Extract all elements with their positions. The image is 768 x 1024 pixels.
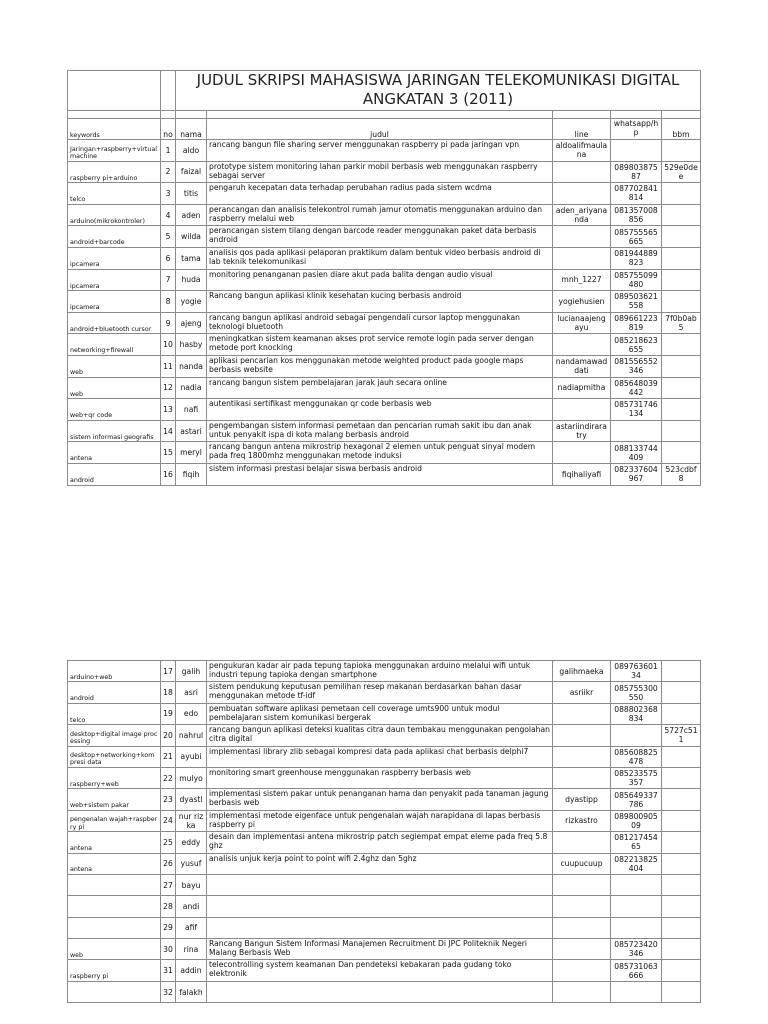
table-row [68,161,701,183]
table-row [68,183,701,205]
cell-nama: rina [176,939,207,960]
title-blank-cell [68,71,161,111]
cell-keywords: android+bluetooth cursor [68,312,161,334]
table-row [68,334,701,356]
cell-judul: perancangan sistem tilang dengan barcode reader menggunakan paket data berbasis android [207,226,553,248]
table-row [68,355,701,377]
cell-judul: rancang bangun antena mikrostrip hexagonal 2 elemen untuk penguat sinyal modem pada freq 1800mhz menggunakan metode induksi [207,442,553,464]
cell-line [553,703,611,724]
cell-keywords: desktop+networking+kompresi data [68,746,161,767]
cell-no: 9 [161,312,176,334]
sheet-bottom [67,660,700,1003]
cell-keywords: arduino(mikrokontroler) [68,204,161,226]
cell-nama: faizal [176,161,207,183]
cell-judul: Rancang bangun aplikasi klinik kesehatan kucing berbasis android [207,291,553,313]
cell-judul: aplikasi pencarian kos menggunakan metode weighted product pada google maps berbasis website [207,355,553,377]
cell-judul: implementasi sistem pakar untuk penanganan hama dan penyakit pada tanaman jagung berbasis web [207,789,553,810]
spacer-cell [176,111,207,119]
table-row [68,291,701,313]
table-row [68,939,701,960]
cell-judul: prototype sistem monitoring lahan parkir mobil berbasis web menggunakan raspberry sebagai server [207,161,553,183]
spacer-cell [161,111,176,119]
table-row [68,269,701,291]
cell-nama: aden [176,204,207,226]
cell-bbm [662,291,701,313]
cell-whatsapp: 08980387587 [611,161,662,183]
cell-line [553,399,611,421]
cell-no: 5 [161,226,176,248]
cell-nama: wilda [176,226,207,248]
table-row [68,746,701,767]
cell-no: 30 [161,939,176,960]
table-row [68,896,701,917]
cell-judul: rancang bangun file sharing server menggunakan raspberry pi pada jaringan vpn [207,140,553,162]
cell-bbm [662,334,701,356]
cell-bbm [662,789,701,810]
cell-whatsapp: 089503621558 [611,291,662,313]
cell-nama: falakh [176,981,207,1002]
cell-line: nandamawaddati [553,355,611,377]
cell-line [553,767,611,788]
cell-keywords: raspberry+web [68,767,161,788]
table-row [68,725,701,746]
cell-whatsapp: 082337604967 [611,463,662,485]
cell-nama: dyastl [176,789,207,810]
table-row [68,204,701,226]
cell-bbm [662,377,701,399]
cell-line [553,917,611,938]
cell-bbm [662,703,701,724]
cell-line [553,334,611,356]
cell-bbm [662,981,701,1002]
cell-keywords [68,917,161,938]
cell-no: 24 [161,810,176,831]
cell-line [553,981,611,1002]
cell-keywords: android [68,682,161,703]
cell-no: 27 [161,874,176,895]
cell-keywords: web+sistem pakar [68,789,161,810]
cell-bbm [662,746,701,767]
cell-line [553,442,611,464]
cell-line [553,183,611,205]
table-row [68,917,701,938]
table-row [68,810,701,831]
cell-keywords: telco [68,703,161,724]
cell-nama: astari [176,420,207,442]
cell-no: 26 [161,853,176,874]
cell-judul: pembuatan software aplikasi pemetaan cell coverage umts900 untuk modul pembelajaran sistem komunikasi bergerak [207,703,553,724]
cell-keywords: antena [68,442,161,464]
cell-no: 15 [161,442,176,464]
cell-judul: implementasi library zlib sebagai kompresi data pada aplikasi chat berbasis delphi7 [207,746,553,767]
table-row [68,140,701,162]
cell-keywords: antena [68,853,161,874]
cell-line [553,725,611,746]
cell-judul: analisis unjuk kerja point to point wifi 2.4ghz dan 5ghz [207,853,553,874]
cell-judul: analisis qos pada aplikasi pelaporan praktikum dalam bentuk video berbasis android di lab teknik telekomunikasi [207,247,553,269]
cell-whatsapp: 081357008856 [611,204,662,226]
title-blank-cell [161,71,176,111]
cell-line: lucianaajengayu [553,312,611,334]
spacer-cell [207,111,553,119]
cell-line [553,832,611,853]
cell-no: 4 [161,204,176,226]
cell-keywords: android+barcode [68,226,161,248]
cell-nama: meryl [176,442,207,464]
cell-line [553,874,611,895]
cell-whatsapp: 082213825404 [611,853,662,874]
cell-judul: rancang bangun aplikasi deteksi kualitas citra daun tembakau menggunakan pengolahan citra digital [207,725,553,746]
cell-bbm [662,442,701,464]
cell-whatsapp: 081944889823 [611,247,662,269]
header-whatsapp: whatsapp/hp [611,119,662,140]
spacer-cell [68,111,161,119]
cell-whatsapp [611,420,662,442]
cell-whatsapp: 085649337786 [611,789,662,810]
cell-no: 28 [161,896,176,917]
table-row [68,981,701,1002]
cell-bbm: 529e0dee [662,161,701,183]
cell-bbm [662,661,701,682]
spacer-cell [553,111,611,119]
table-row [68,377,701,399]
cell-whatsapp: 081556552346 [611,355,662,377]
cell-nama: nahrul [176,725,207,746]
cell-nama: bayu [176,874,207,895]
cell-judul: pengaruh kecepatan data terhadap perubahan radius pada sistem wcdma [207,183,553,205]
cell-no: 16 [161,463,176,485]
cell-keywords [68,896,161,917]
cell-keywords: raspberry pi [68,960,161,981]
cell-bbm [662,355,701,377]
cell-line [553,161,611,183]
cell-keywords: web [68,377,161,399]
cell-bbm [662,874,701,895]
cell-judul: rancang bangun sistem pembelajaran jarak jauh secara online [207,377,553,399]
cell-no: 8 [161,291,176,313]
table-row [68,442,701,464]
cell-keywords: pengenalan wajah+raspberry pi [68,810,161,831]
cell-keywords: web [68,355,161,377]
cell-keywords: android [68,463,161,485]
cell-nama: nanda [176,355,207,377]
cell-no: 32 [161,981,176,1002]
cell-nama: ajeng [176,312,207,334]
cell-judul [207,917,553,938]
cell-judul: meningkatkan sistem keamanan akses prot service remote login pada server dengan metode port knocking [207,334,553,356]
cell-no: 31 [161,960,176,981]
cell-line: asriikr [553,682,611,703]
header-judul: judul [207,119,553,140]
header-keywords: keywords [68,119,161,140]
cell-whatsapp: 08976360134 [611,661,662,682]
spacer-cell [662,111,701,119]
cell-nama: asri [176,682,207,703]
cell-bbm [662,140,701,162]
cell-keywords: antena [68,832,161,853]
cell-whatsapp: 088133744409 [611,442,662,464]
table-row [68,312,701,334]
table-row [68,853,701,874]
cell-no: 20 [161,725,176,746]
thesis-table-bottom [67,660,701,1003]
cell-line: mnh_1227 [553,269,611,291]
table-row [68,874,701,895]
cell-no: 23 [161,789,176,810]
cell-keywords: networking+firewall [68,334,161,356]
table-row [68,789,701,810]
cell-bbm [662,247,701,269]
cell-judul: implementasi metode eigenface untuk pengenalan wajah narapidana di lapas berbasis raspberry pi [207,810,553,831]
cell-keywords: telco [68,183,161,205]
cell-whatsapp: 085755099480 [611,269,662,291]
cell-whatsapp [611,981,662,1002]
cell-bbm [662,810,701,831]
cell-nama: aldo [176,140,207,162]
cell-whatsapp: 085755300550 [611,682,662,703]
cell-no: 18 [161,682,176,703]
cell-nama: yusuf [176,853,207,874]
cell-judul: sistem pendukung keputusan pemilihan resep makanan berdasarkan bahan dasar menggunakan metode tf-idf [207,682,553,703]
header-bbm: bbm [662,119,701,140]
cell-bbm [662,226,701,248]
thesis-table-top [67,70,701,486]
cell-nama: eddy [176,832,207,853]
cell-line [553,746,611,767]
cell-line: aden_ariyananda [553,204,611,226]
cell-whatsapp: 085731746134 [611,399,662,421]
cell-no: 25 [161,832,176,853]
cell-whatsapp: 08121745465 [611,832,662,853]
cell-nama: hasby [176,334,207,356]
cell-keywords: web+qr code [68,399,161,421]
cell-line: cuupucuup [553,853,611,874]
cell-nama: tama [176,247,207,269]
cell-nama: huda [176,269,207,291]
cell-whatsapp [611,896,662,917]
cell-no: 11 [161,355,176,377]
cell-whatsapp: 085608825478 [611,746,662,767]
cell-bbm: 5727c511 [662,725,701,746]
cell-line [553,896,611,917]
cell-nama: mulyo [176,767,207,788]
cell-nama: galih [176,661,207,682]
cell-no: 22 [161,767,176,788]
table-row [68,226,701,248]
cell-keywords: Jaringan+raspberry+virtual machine [68,140,161,162]
cell-nama: titis [176,183,207,205]
cell-no: 19 [161,703,176,724]
cell-judul [207,981,553,1002]
cell-line [553,226,611,248]
cell-nama: andi [176,896,207,917]
cell-line [553,247,611,269]
cell-no: 29 [161,917,176,938]
cell-no: 13 [161,399,176,421]
table-row [68,832,701,853]
cell-nama: nur rizka [176,810,207,831]
cell-bbm [662,960,701,981]
cell-no: 3 [161,183,176,205]
cell-whatsapp [611,140,662,162]
cell-bbm [662,183,701,205]
cell-judul: monitoring smart greenhouse menggunakan raspberry berbasis web [207,767,553,788]
cell-bbm [662,420,701,442]
cell-line: rizkastro [553,810,611,831]
cell-bbm [662,939,701,960]
cell-no: 1 [161,140,176,162]
cell-whatsapp: 085755565665 [611,226,662,248]
header-no: no [161,119,176,140]
cell-judul: perancangan dan analisis telekontrol rumah jamur otomatis menggunakan arduino dan raspberry melalui web [207,204,553,226]
cell-whatsapp: 085723420346 [611,939,662,960]
cell-line [553,960,611,981]
cell-judul: autentikasi sertifikast menggunakan qr code berbasis web [207,399,553,421]
cell-line: aldoalifmaulana [553,140,611,162]
cell-keywords: ipcamera [68,269,161,291]
cell-judul [207,874,553,895]
table-row [68,682,701,703]
cell-bbm [662,896,701,917]
table-row [68,767,701,788]
cell-judul: monitoring penanganan pasien diare akut pada balita dengan audio visual [207,269,553,291]
cell-whatsapp [611,874,662,895]
cell-bbm [662,204,701,226]
cell-line: dyastipp [553,789,611,810]
cell-keywords [68,981,161,1002]
cell-bbm: 7f0b0ab5 [662,312,701,334]
cell-keywords [68,874,161,895]
header-nama: nama [176,119,207,140]
cell-no: 12 [161,377,176,399]
cell-bbm [662,269,701,291]
cell-whatsapp: 08980090509 [611,810,662,831]
table-row [68,463,701,485]
cell-whatsapp: 085648039442 [611,377,662,399]
table-row [68,960,701,981]
table-row [68,399,701,421]
cell-bbm [662,399,701,421]
cell-whatsapp: 088802368834 [611,703,662,724]
cell-no: 14 [161,420,176,442]
cell-keywords: desktop+digital image processing [68,725,161,746]
cell-nama: edo [176,703,207,724]
cell-no: 17 [161,661,176,682]
cell-whatsapp [611,725,662,746]
cell-nama: afif [176,917,207,938]
table-row [68,247,701,269]
cell-whatsapp: 085731063666 [611,960,662,981]
cell-judul: Rancang Bangun Sistem Informasi Manajemen Recruitment Di JPC Politeknik Negeri Malang Berbasis Web [207,939,553,960]
page-title: JUDUL SKRIPSI MAHASISWA JARINGAN TELEKOMUNIKASI DIGITAL ANGKATAN 3 (2011) [176,71,701,111]
cell-whatsapp: 089661223819 [611,312,662,334]
cell-bbm [662,853,701,874]
cell-judul: rancang bangun aplikasi android sebagai pengendali cursor laptop menggunakan teknologi bluetooth [207,312,553,334]
cell-no: 21 [161,746,176,767]
cell-nama: nadia [176,377,207,399]
cell-bbm: 523cdbf8 [662,463,701,485]
cell-judul: desain dan implementasi antena mikrostrip patch segiempat empat eleme pada freq 5.8 ghz [207,832,553,853]
cell-line: galihmaeka [553,661,611,682]
cell-whatsapp [611,917,662,938]
cell-line: nadiapmitha [553,377,611,399]
cell-keywords: arduino+web [68,661,161,682]
cell-whatsapp: 085233575357 [611,767,662,788]
sheet-top [67,70,700,486]
cell-line: astariindiraratry [553,420,611,442]
spacer-cell [611,111,662,119]
cell-keywords: sistem informasi geografis [68,420,161,442]
cell-bbm [662,682,701,703]
cell-judul: pengembangan sistem informasi pemetaan dan pencarian rumah sakit ibu dan anak untuk penyakit ispa di kota malang berbasis android [207,420,553,442]
cell-nama: nafi [176,399,207,421]
cell-no: 10 [161,334,176,356]
cell-bbm [662,832,701,853]
cell-nama: ayubi [176,746,207,767]
cell-judul: pengukuran kadar air pada tepung tapioka menggunakan arduino melalui wifi untuk industri tepung tapioka dengan smartphone [207,661,553,682]
table-row [68,420,701,442]
cell-judul: telecontrolling system keamanan Dan pendeteksi kebakaran pada gudang toko elektronik [207,960,553,981]
cell-whatsapp: 087702841814 [611,183,662,205]
cell-line [553,939,611,960]
cell-nama: fiqih [176,463,207,485]
cell-bbm [662,917,701,938]
cell-keywords: raspberry pi+arduino [68,161,161,183]
table-row [68,661,701,682]
cell-keywords: ipcamera [68,291,161,313]
cell-judul [207,896,553,917]
cell-bbm [662,767,701,788]
cell-whatsapp: 085218623655 [611,334,662,356]
cell-no: 6 [161,247,176,269]
header-line: line [553,119,611,140]
table-row [68,703,701,724]
cell-nama: yogie [176,291,207,313]
cell-no: 2 [161,161,176,183]
cell-line: fiqihaliyafi [553,463,611,485]
cell-judul: sistem informasi prestasi belajar siswa berbasis android [207,463,553,485]
cell-line: yogiehusien [553,291,611,313]
cell-nama: addin [176,960,207,981]
cell-keywords: web [68,939,161,960]
cell-keywords: ipcamera [68,247,161,269]
cell-no: 7 [161,269,176,291]
